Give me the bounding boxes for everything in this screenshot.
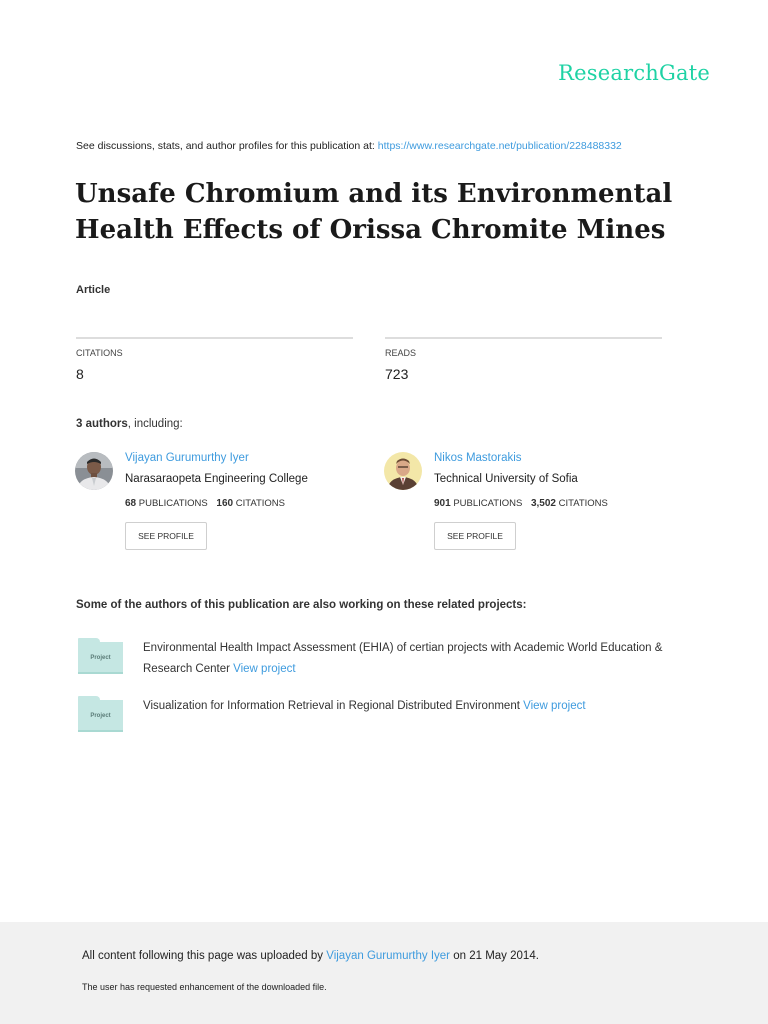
author-avatar[interactable] [75,452,113,490]
authors-heading [76,418,183,430]
publication-title: Unsafe Chromium and its Environmental Health Effects of Orissa Chromite Mines [75,179,673,245]
author-name-link[interactable]: Vijayan Gurumurthy Iyer [125,452,249,464]
publications-count: 68 [125,498,137,509]
authors-count: 3 authors [76,418,128,430]
citations-count-label: CITATIONS [235,498,285,509]
uploader-link[interactable]: Vijayan Gurumurthy Iyer [326,950,451,962]
upload-info [82,950,539,962]
author-institution: Narasaraopeta Engineering College [125,473,308,485]
author-institution: Technical University of Sofia [434,473,578,485]
person-photo-icon [75,452,113,490]
reads-label: READS [385,348,417,358]
publications-count: 901 [434,498,451,509]
citations-label: CITATIONS [76,348,123,358]
publications-label: PUBLICATIONS [453,498,523,509]
project-icon-label: Project [90,655,111,661]
person-photo-icon [384,452,422,490]
authors-suffix: , including: [127,418,183,430]
citations-divider [76,337,353,339]
citations-value: 8 [76,366,84,382]
publication-url-link[interactable]: https://www.researchgate.net/publication/228488332 [377,140,622,152]
project-folder-icon[interactable] [78,638,123,674]
project-text: Visualization for Information Retrieval in Regional Distributed Environment [143,700,520,712]
author-card [75,452,375,552]
author-stats [125,498,285,509]
article-type: Article [76,284,111,296]
researchgate-logo[interactable]: ResearchGate [558,61,710,85]
author-stats [434,498,608,509]
citations-count: 160 [216,498,234,509]
footer [0,922,768,1024]
publications-label: PUBLICATIONS [138,498,208,509]
related-projects-heading: Some of the authors of this publication are also working on these related projects: [76,599,527,611]
upload-prefix: All content following this page was uploaded by [82,950,324,962]
project-description [143,696,703,717]
see-profile-button[interactable]: SEE PROFILE [125,522,207,550]
view-project-link[interactable]: View project [233,663,296,675]
reads-value: 723 [385,366,409,382]
upload-suffix: on 21 May 2014. [453,950,539,962]
discussion-line [76,140,622,152]
discussion-text: See discussions, stats, and author profiles for this publication at: [76,140,375,152]
see-profile-button[interactable]: SEE PROFILE [434,522,516,550]
project-description [143,638,703,680]
author-card [384,452,684,552]
project-folder-icon[interactable] [78,696,123,732]
project-icon-label: Project [90,713,111,719]
citations-count-label: CITATIONS [558,498,608,509]
author-name-link[interactable]: Nikos Mastorakis [434,452,522,464]
project-text: Environmental Health Impact Assessment (EHIA) of certian projects with Academic World Education & Research Center [143,642,663,675]
view-project-link[interactable]: View project [523,700,586,712]
citations-count: 3,502 [530,498,556,509]
author-avatar[interactable] [384,452,422,490]
request-note: The user has requested enhancement of the downloaded file. [82,982,327,992]
reads-divider [385,337,662,339]
